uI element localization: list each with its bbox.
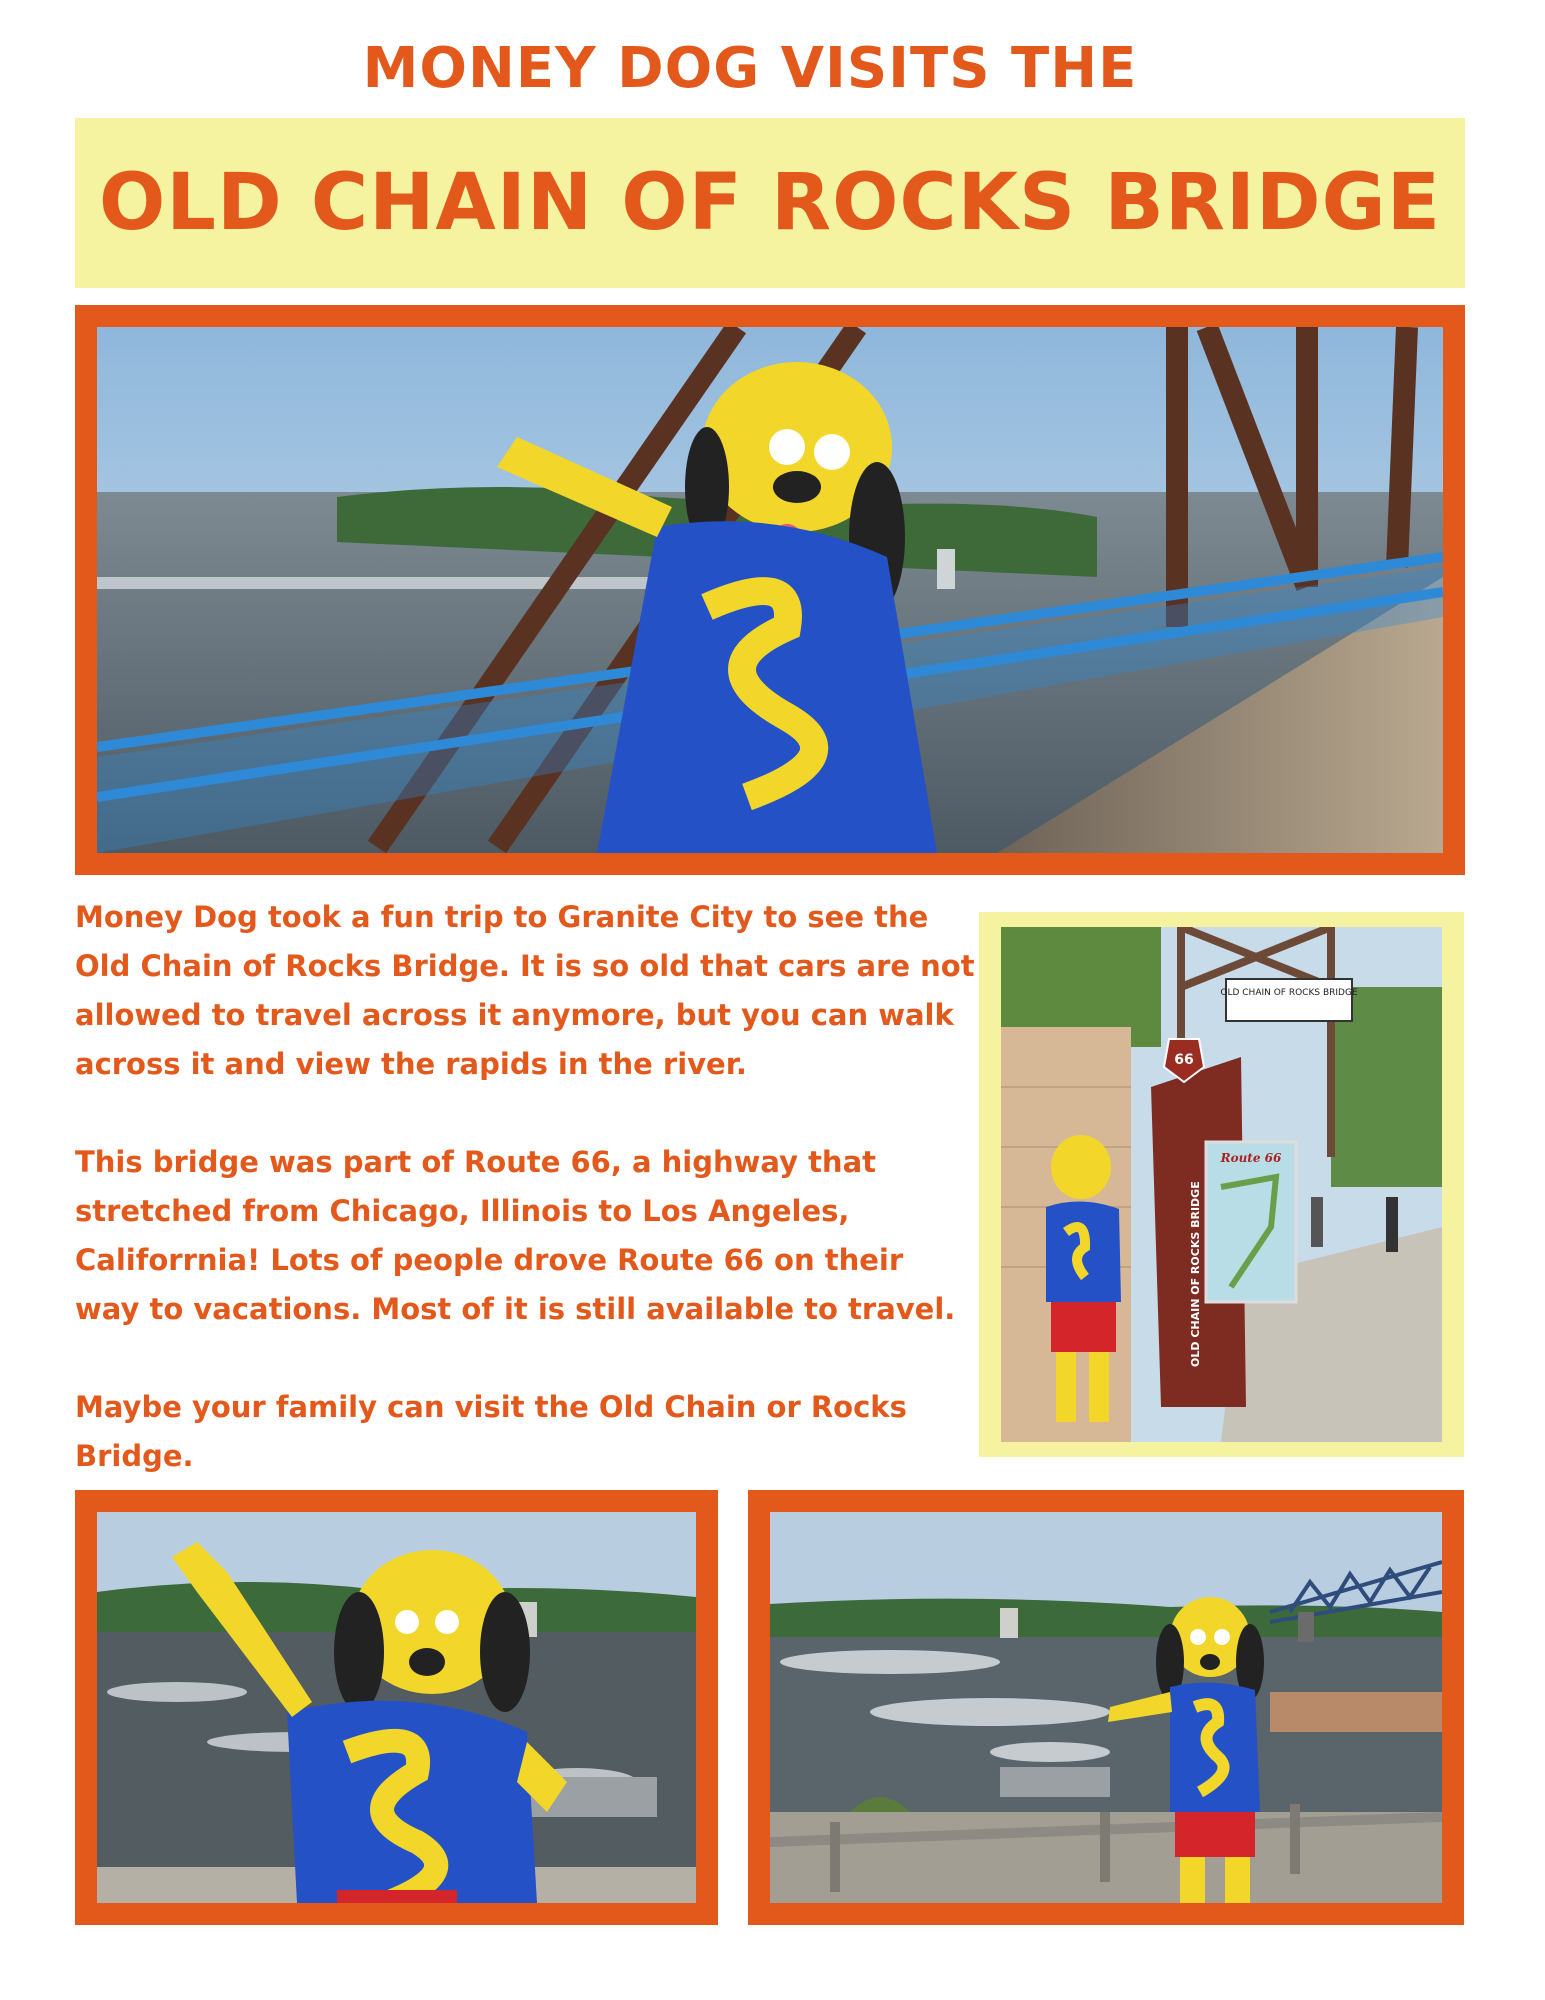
bottom-left-photo-image	[97, 1512, 696, 1903]
bottom-right-photo-image	[770, 1512, 1442, 1903]
vertical-sign: OLD CHAIN OF ROCKS BRIDGE	[1189, 1181, 1202, 1367]
body-text	[75, 893, 975, 1481]
paragraph-1: Money Dog took a fun trip to Granite City to see the Old Chain of Rocks Bridge. It is so old that cars are not allowed to travel across it anymore, but you can walk across it and view the rapids in the river.	[75, 900, 975, 1081]
sign-title: OLD CHAIN OF ROCKS BRIDGE	[1220, 988, 1358, 998]
bottom-left-photo-frame	[75, 1490, 718, 1925]
page-title: OLD CHAIN OF ROCKS BRIDGE	[99, 158, 1441, 248]
route-shield: 66	[1174, 1052, 1194, 1068]
title-band	[75, 118, 1465, 288]
paragraph-2: This bridge was part of Route 66, a highway that stretched from Chicago, Illinois to Los Angeles, Califorrnia! Lots of people drove Route 66 on their way to vacations. Most of it is still available to travel.	[75, 1145, 956, 1326]
sign-photo-frame	[979, 912, 1464, 1457]
sign-photo-image	[1001, 927, 1442, 1442]
hero-photo-image	[97, 327, 1443, 853]
bottom-right-photo-frame	[748, 1490, 1464, 1925]
paragraph-3: Maybe your family can visit the Old Chain or Rocks Bridge.	[75, 1390, 907, 1473]
bottom-right-photo	[770, 1512, 1442, 1903]
page-kicker: MONEY DOG VISITS THE	[362, 36, 1138, 101]
sign-photo	[1001, 927, 1442, 1442]
bottom-left-photo	[97, 1512, 696, 1903]
hero-photo-frame	[75, 305, 1465, 875]
hero-photo	[97, 327, 1443, 853]
panel-heading: Route 66	[1220, 1151, 1282, 1165]
